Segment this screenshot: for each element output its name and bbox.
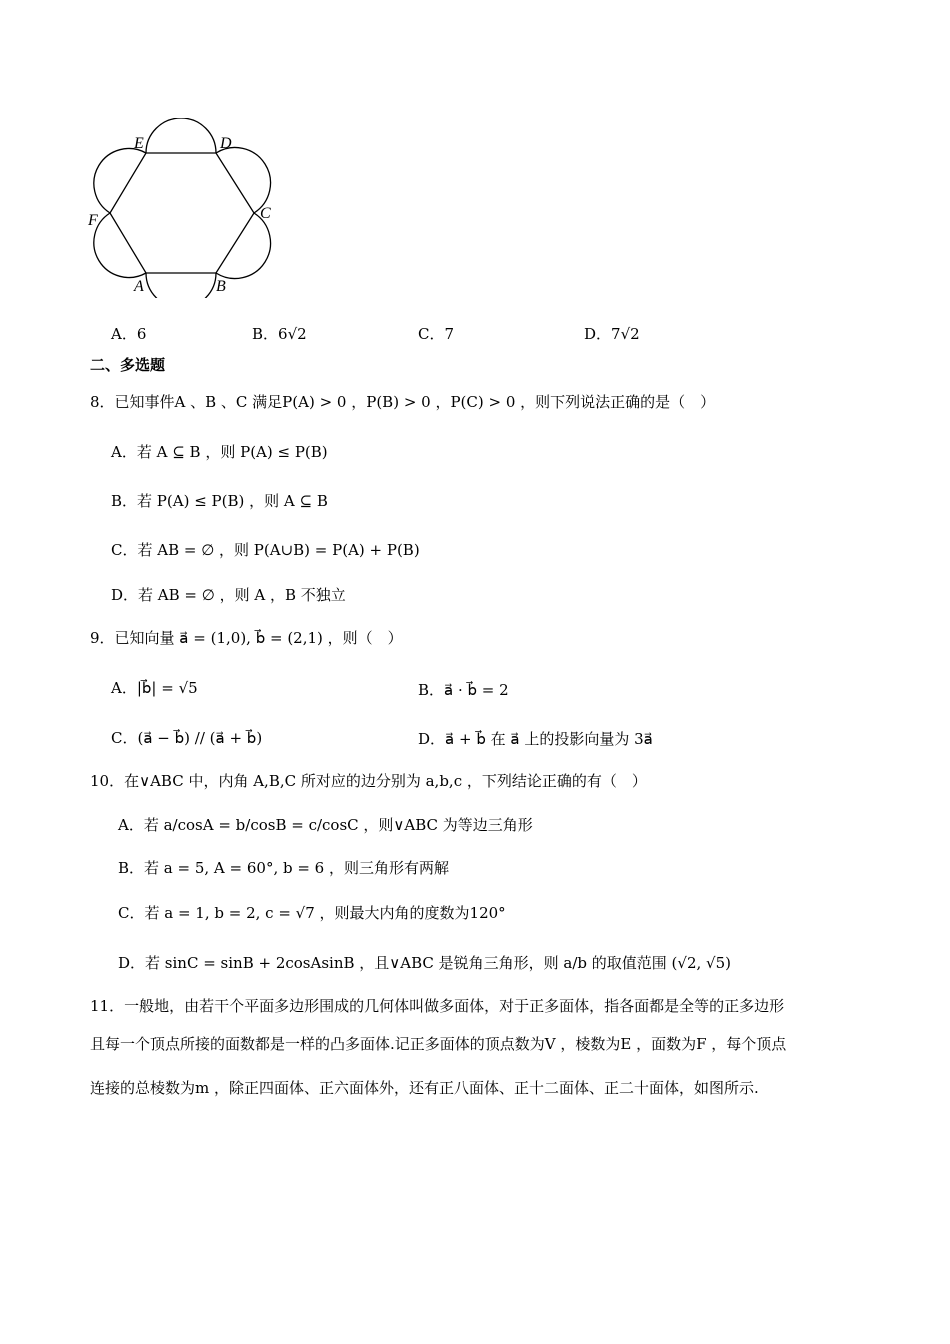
q7-option-d-key: D． [584,325,612,343]
q11-line-3: 连接的总棱数为m ，除正四面体、正六面体外，还有正八面体、正十二面体、正二十面体，如图所示. [90,1079,759,1097]
q9-option-c: C．(a⃗ − b⃗) // (a⃗ + b⃗) [111,729,263,747]
q7-option-b-text: 6√2 [278,325,307,343]
q8-option-c: C．若 AB = ∅ ，则 P(A∪B) = P(A) + P(B) [111,541,420,559]
q10-option-c: C．若 a = 1, b = 2, c = √7 ，则最大内角的度数为120° [118,904,506,922]
q7-option-a-text: 6 [136,325,147,343]
semicircle-ab [146,273,216,298]
semicircle-de [146,118,216,153]
q10-option-b: B．若 a = 5, A = 60°, b = 6 ，则三角形有两解 [118,859,449,877]
q7-option-c [418,324,454,344]
q8-stem: 8．已知事件A 、B 、C 满足P(A) > 0 ，P(B) > 0 ，P(C) > 0 ，则下列说法正确的是（ ） [90,393,716,411]
hexagon [110,153,254,273]
label-b: B [216,278,226,295]
q7-option-c-text: 7 [444,325,455,343]
q11-line-1: 11．一般地，由若干个平面多边形围成的几何体叫做多面体，对于正多面体，指各面都是全等的正多边形 [90,997,785,1015]
q9-option-b: B．a⃗ · b⃗ = 2 [418,681,509,699]
q7-option-b [252,324,307,344]
label-c: C [260,205,271,222]
section-heading: 二、多选题 [90,356,166,374]
q7-option-b-key: B． [252,325,279,343]
q7-option-d-text: 7√2 [611,325,640,343]
q9-stem: 9．已知向量 a⃗ = (1,0), b⃗ = (2,1) ，则（ ） [90,629,403,647]
q7-option-a-key: A． [111,325,137,343]
q10-stem: 10．在∨ABC 中，内角 A,B,C 所对应的边分别为 a,b,c ，下列结论正确的有（ ） [90,772,647,790]
label-e: E [134,135,144,152]
q8-option-b: B．若 P(A) ≤ P(B) ，则 A ⊆ B [111,492,328,510]
label-d: D [220,135,232,152]
q9-option-d: D．a⃗ + b⃗ 在 a⃗ 上的投影向量为 3a⃗ [418,730,653,748]
semicircle-fa [94,213,146,277]
label-f: F [88,212,98,229]
semicircle-ef [94,149,146,213]
q7-option-a [111,324,146,344]
q9-option-a: A．|b⃗| = √5 [111,679,198,697]
q10-option-d: D．若 sinC = sinB + 2cosAsinB ，且∨ABC 是锐角三角形，则 a/b 的取值范围 (√2, √5) [118,954,731,972]
q11-line-2: 且每一个顶点所接的面数都是一样的凸多面体.记正多面体的顶点数为V ，棱数为E ，面数为F ，每个顶点 [90,1035,787,1053]
label-a: A [134,278,144,295]
q7-option-d [584,324,640,344]
q7-option-c-key: C． [418,325,445,343]
hexagon-semicircle-figure [82,118,282,298]
semicircle-bc [216,213,271,279]
q10-option-a: A．若 a/cosA = b/cosB = c/cosC ，则∨ABC 为等边三角形 [118,816,533,834]
q8-option-a: A．若 A ⊆ B ，则 P(A) ≤ P(B) [111,443,328,461]
q8-option-d: D．若 AB = ∅ ，则 A ，B 不独立 [111,586,346,604]
semicircle-cd [216,147,271,213]
